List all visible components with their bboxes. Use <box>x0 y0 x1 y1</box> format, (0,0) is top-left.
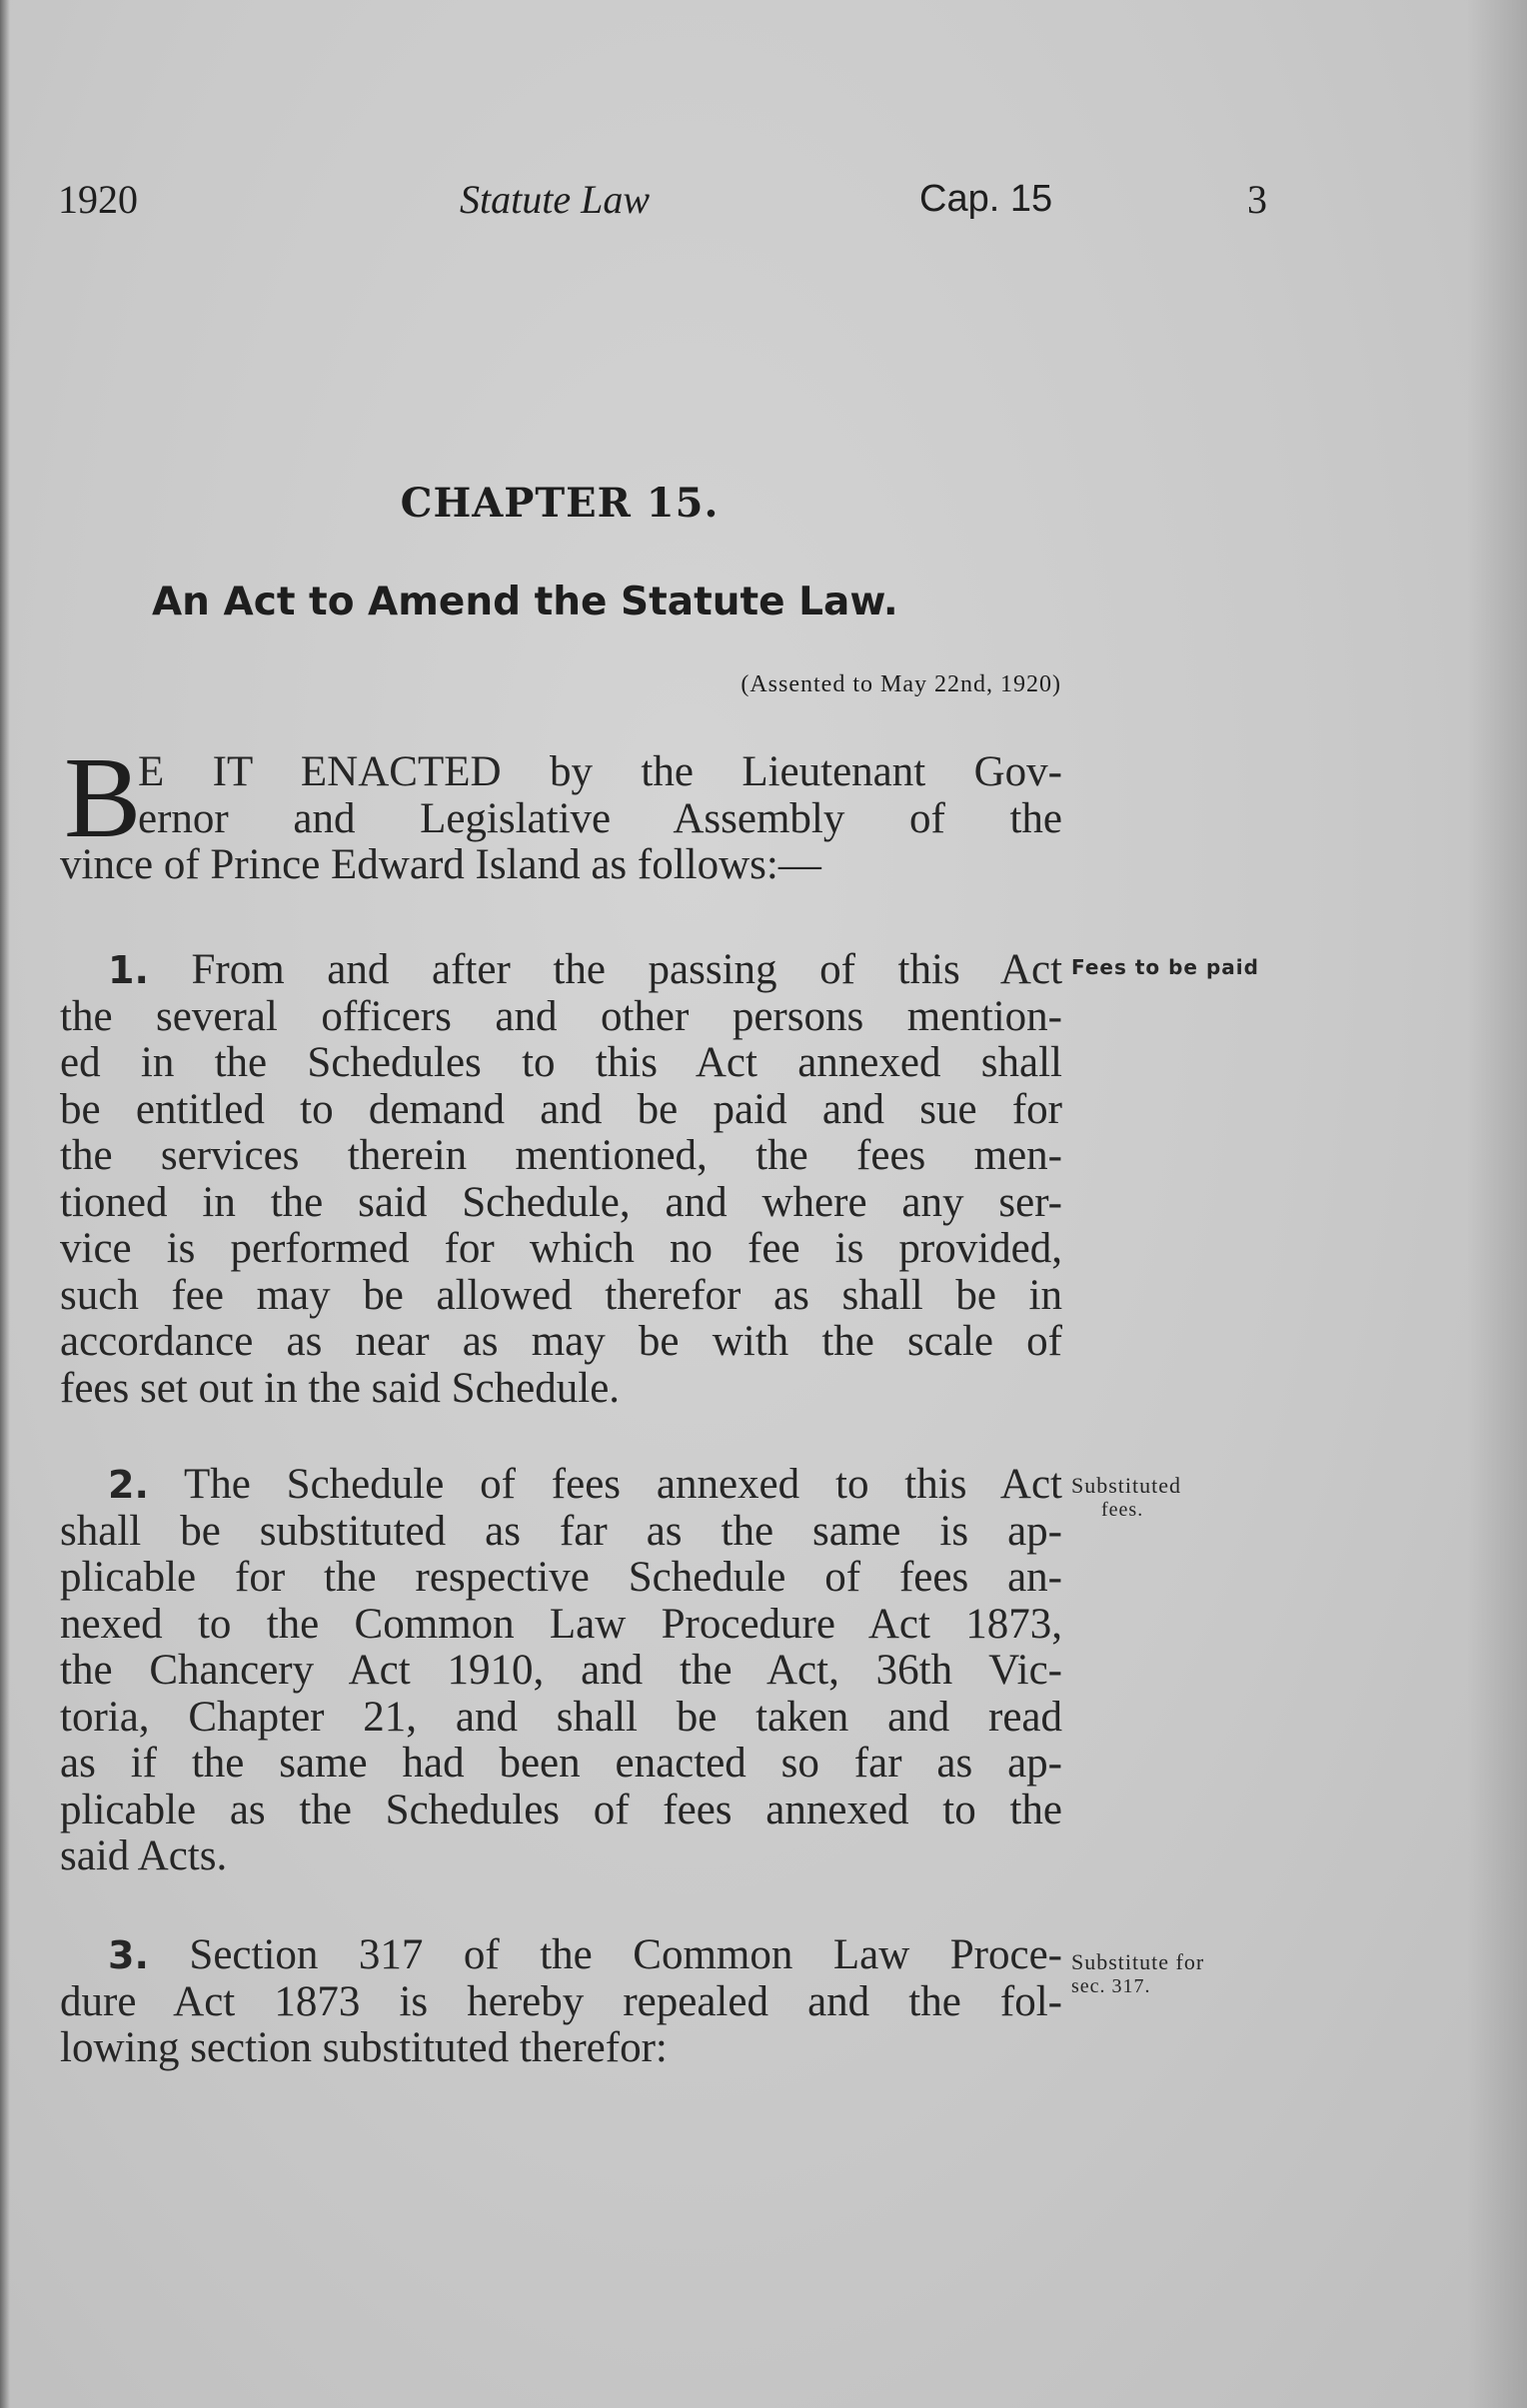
page-number: 3 <box>1247 177 1267 222</box>
section-line <box>60 1462 1062 1509</box>
section-line: fees set out in the said Schedule. <box>60 1364 621 1412</box>
section-number: 2. <box>108 1463 149 1507</box>
marginal-note <box>1071 955 1259 979</box>
section-line: shall be substituted as far as the same is ap- <box>60 1507 1062 1555</box>
running-head-year: 1920 <box>58 177 138 222</box>
assent-date: (Assented to May 22nd, 1920) <box>741 671 1061 697</box>
section-line: toria, Chapter 21, and shall be taken and read <box>60 1693 1062 1741</box>
running-head-chapter: Cap. 15 <box>919 178 1053 220</box>
chapter-title: CHAPTER 15. <box>400 480 720 527</box>
marginal-note <box>1071 1474 1181 1522</box>
section-line: be entitled to demand and be paid and sue for <box>60 1085 1062 1133</box>
marginal-note-line: Substituted <box>1071 1473 1182 1498</box>
section-line: nexed to the Common Law Procedure Act 1873, <box>60 1600 1062 1648</box>
section-line: ed in the Schedules to this Act annexed shall <box>60 1039 1062 1086</box>
page-edge-shadow <box>0 0 10 2408</box>
enacting-line: E IT ENACTED by the Lieutenant Gov- <box>138 748 1062 795</box>
enacting-line: vince of Prince Edward Island as follows:— <box>60 841 821 888</box>
section-number: 1. <box>108 948 149 992</box>
running-head-title: Statute Law <box>460 177 651 222</box>
section-1 <box>60 947 1062 1412</box>
marginal-note-line: Fees to be paid <box>1071 955 1259 979</box>
enacting-clause <box>60 734 1062 889</box>
marginal-note <box>1071 1950 1204 1998</box>
section-3 <box>60 1932 1062 2072</box>
act-title: An Act to Amend the Statute Law. <box>152 580 898 624</box>
page-right-shadow <box>1467 0 1527 2408</box>
marginal-note-line: Substitute for <box>1071 1949 1205 1974</box>
section-line: dure Act 1873 is hereby repealed and the fol- <box>60 1977 1062 2025</box>
section-line: the Chancery Act 1910, and the Act, 36th Vic- <box>60 1647 1062 1694</box>
section-line: said Acts. <box>60 1832 228 1879</box>
section-text: Section 317 of the Common Law Proce- <box>189 1931 1062 1978</box>
marginal-note-line: sec. 317. <box>1071 1975 1151 1997</box>
section-line <box>60 947 1062 994</box>
section-text: From and after the passing of this Act <box>191 946 1063 993</box>
section-2 <box>60 1462 1062 1880</box>
section-line: accordance as near as may be with the scale of <box>60 1318 1062 1365</box>
section-line: the several officers and other persons mention- <box>60 992 1062 1040</box>
section-text: The Schedule of fees annexed to this Act <box>183 1461 1062 1508</box>
section-line: plicable for the respective Schedule of fees an- <box>60 1554 1062 1601</box>
section-line: as if the same had been enacted so far as ap- <box>60 1740 1062 1787</box>
drop-cap: B <box>64 734 142 862</box>
section-number: 3. <box>108 1933 149 1977</box>
enacting-line: ernor and Legislative Assembly of the <box>138 794 1062 842</box>
section-line: lowing section substituted therefor: <box>60 2024 668 2071</box>
section-line: tioned in the said Schedule, and where any ser- <box>60 1178 1062 1226</box>
section-line <box>60 1932 1062 1979</box>
section-line: such fee may be allowed therefor as shall be in <box>60 1271 1062 1319</box>
section-line: plicable as the Schedules of fees annexed to the <box>60 1786 1062 1833</box>
section-line: the services therein mentioned, the fees men- <box>60 1132 1062 1179</box>
marginal-note-line: fees. <box>1101 1499 1144 1521</box>
section-line: vice is performed for which no fee is provided, <box>60 1225 1062 1272</box>
